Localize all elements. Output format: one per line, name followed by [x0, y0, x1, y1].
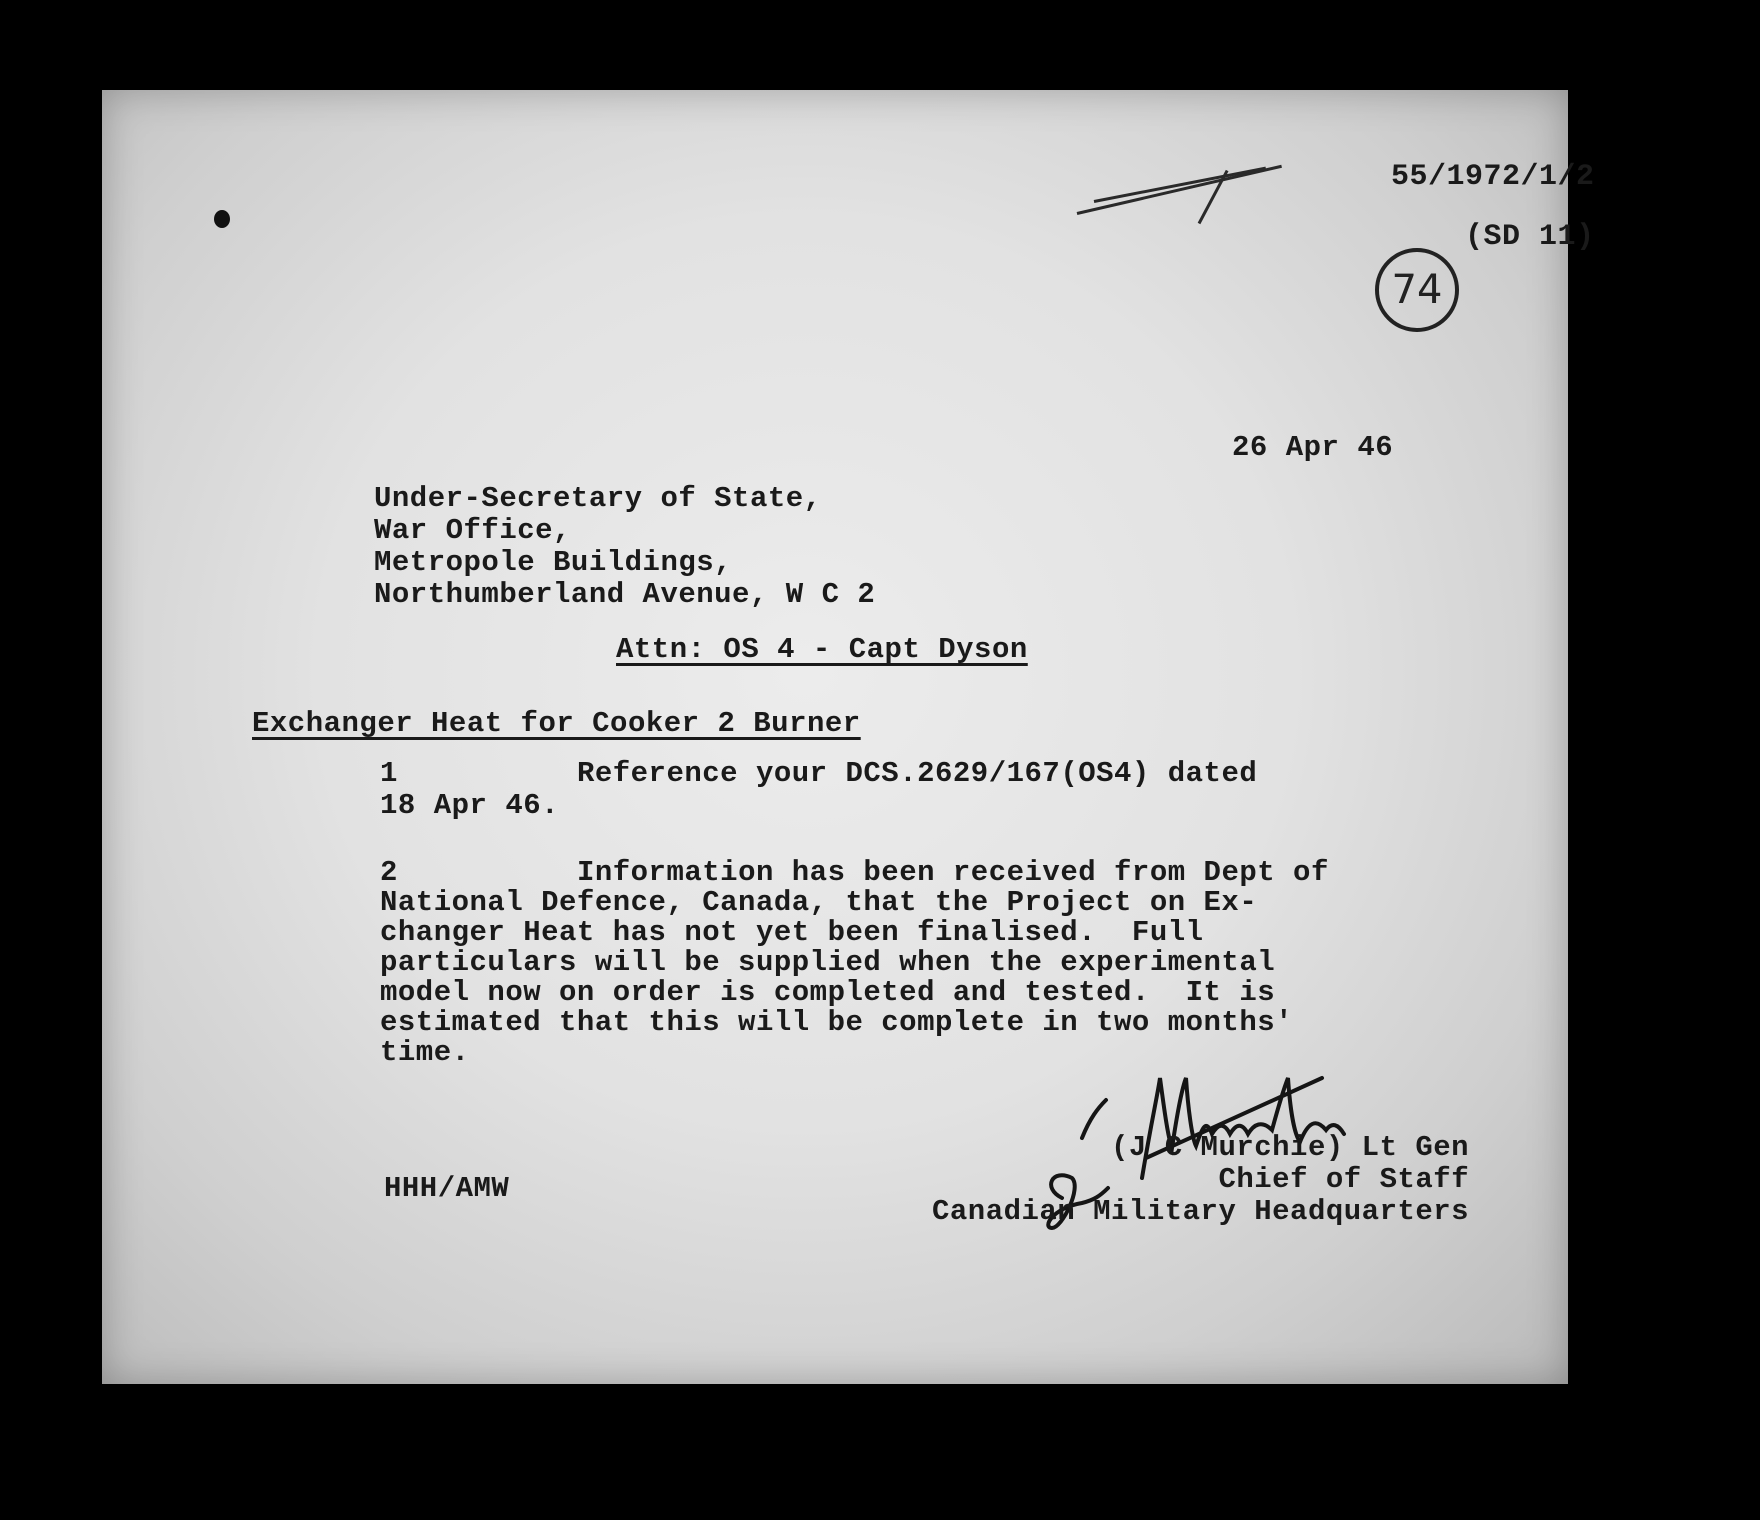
paragraph-line: National Defence, Canada, that the Project on Ex- — [380, 886, 1258, 919]
paragraph-number: 2 — [380, 856, 398, 889]
paragraph-line: estimated that this will be complete in two months' — [380, 1006, 1294, 1039]
pencil-stroke — [1094, 167, 1266, 203]
letter-page — [102, 90, 1595, 1384]
typist-initials: HHH/AMW — [384, 1172, 510, 1205]
paragraph-number: 1 — [380, 757, 398, 790]
paragraph-line: 18 Apr 46. — [380, 789, 560, 822]
signatory-title: Chief of Staff — [1218, 1163, 1470, 1196]
folio-number-stamp: 74 — [1375, 248, 1459, 332]
recipient-line: War Office, — [374, 514, 571, 547]
signatory-organization: Canadian Military Headquarters — [932, 1195, 1470, 1228]
recipient-line: Northumberland Avenue, W C 2 — [374, 578, 876, 611]
recipient-line: Metropole Buildings, — [374, 546, 733, 579]
recipient-address — [374, 483, 875, 611]
signatory-name: (J C Murchie) Lt Gen — [1111, 1131, 1470, 1164]
signature-block — [932, 1132, 1469, 1228]
paragraph-line: changer Heat has not yet been finalised. Full — [380, 916, 1204, 949]
paragraph-line: Reference your DCS.2629/167(OS4) dated — [576, 757, 1258, 790]
paragraph-line: model now on order is completed and tested. It is — [380, 976, 1276, 1009]
subject-heading: Exchanger Heat for Cooker 2 Burner — [252, 707, 861, 740]
letter-date: 26 Apr 46 — [1232, 431, 1394, 464]
recipient-line: Under-Secretary of State, — [374, 482, 822, 515]
file-reference-number: 55/1972/1/2 — [1391, 160, 1595, 194]
paragraph-line: Information has been received from Dept of — [576, 856, 1329, 889]
paragraph-line: time. — [380, 1036, 470, 1069]
paragraph-line: particulars will be supplied when the experimental — [380, 946, 1276, 979]
file-sub-reference: (SD 11) — [1465, 220, 1595, 254]
ink-blot — [214, 210, 230, 228]
attention-line: Attn: OS 4 - Capt Dyson — [616, 633, 1028, 666]
paragraph-1 — [380, 758, 1257, 822]
paragraph-2 — [380, 858, 1329, 1068]
